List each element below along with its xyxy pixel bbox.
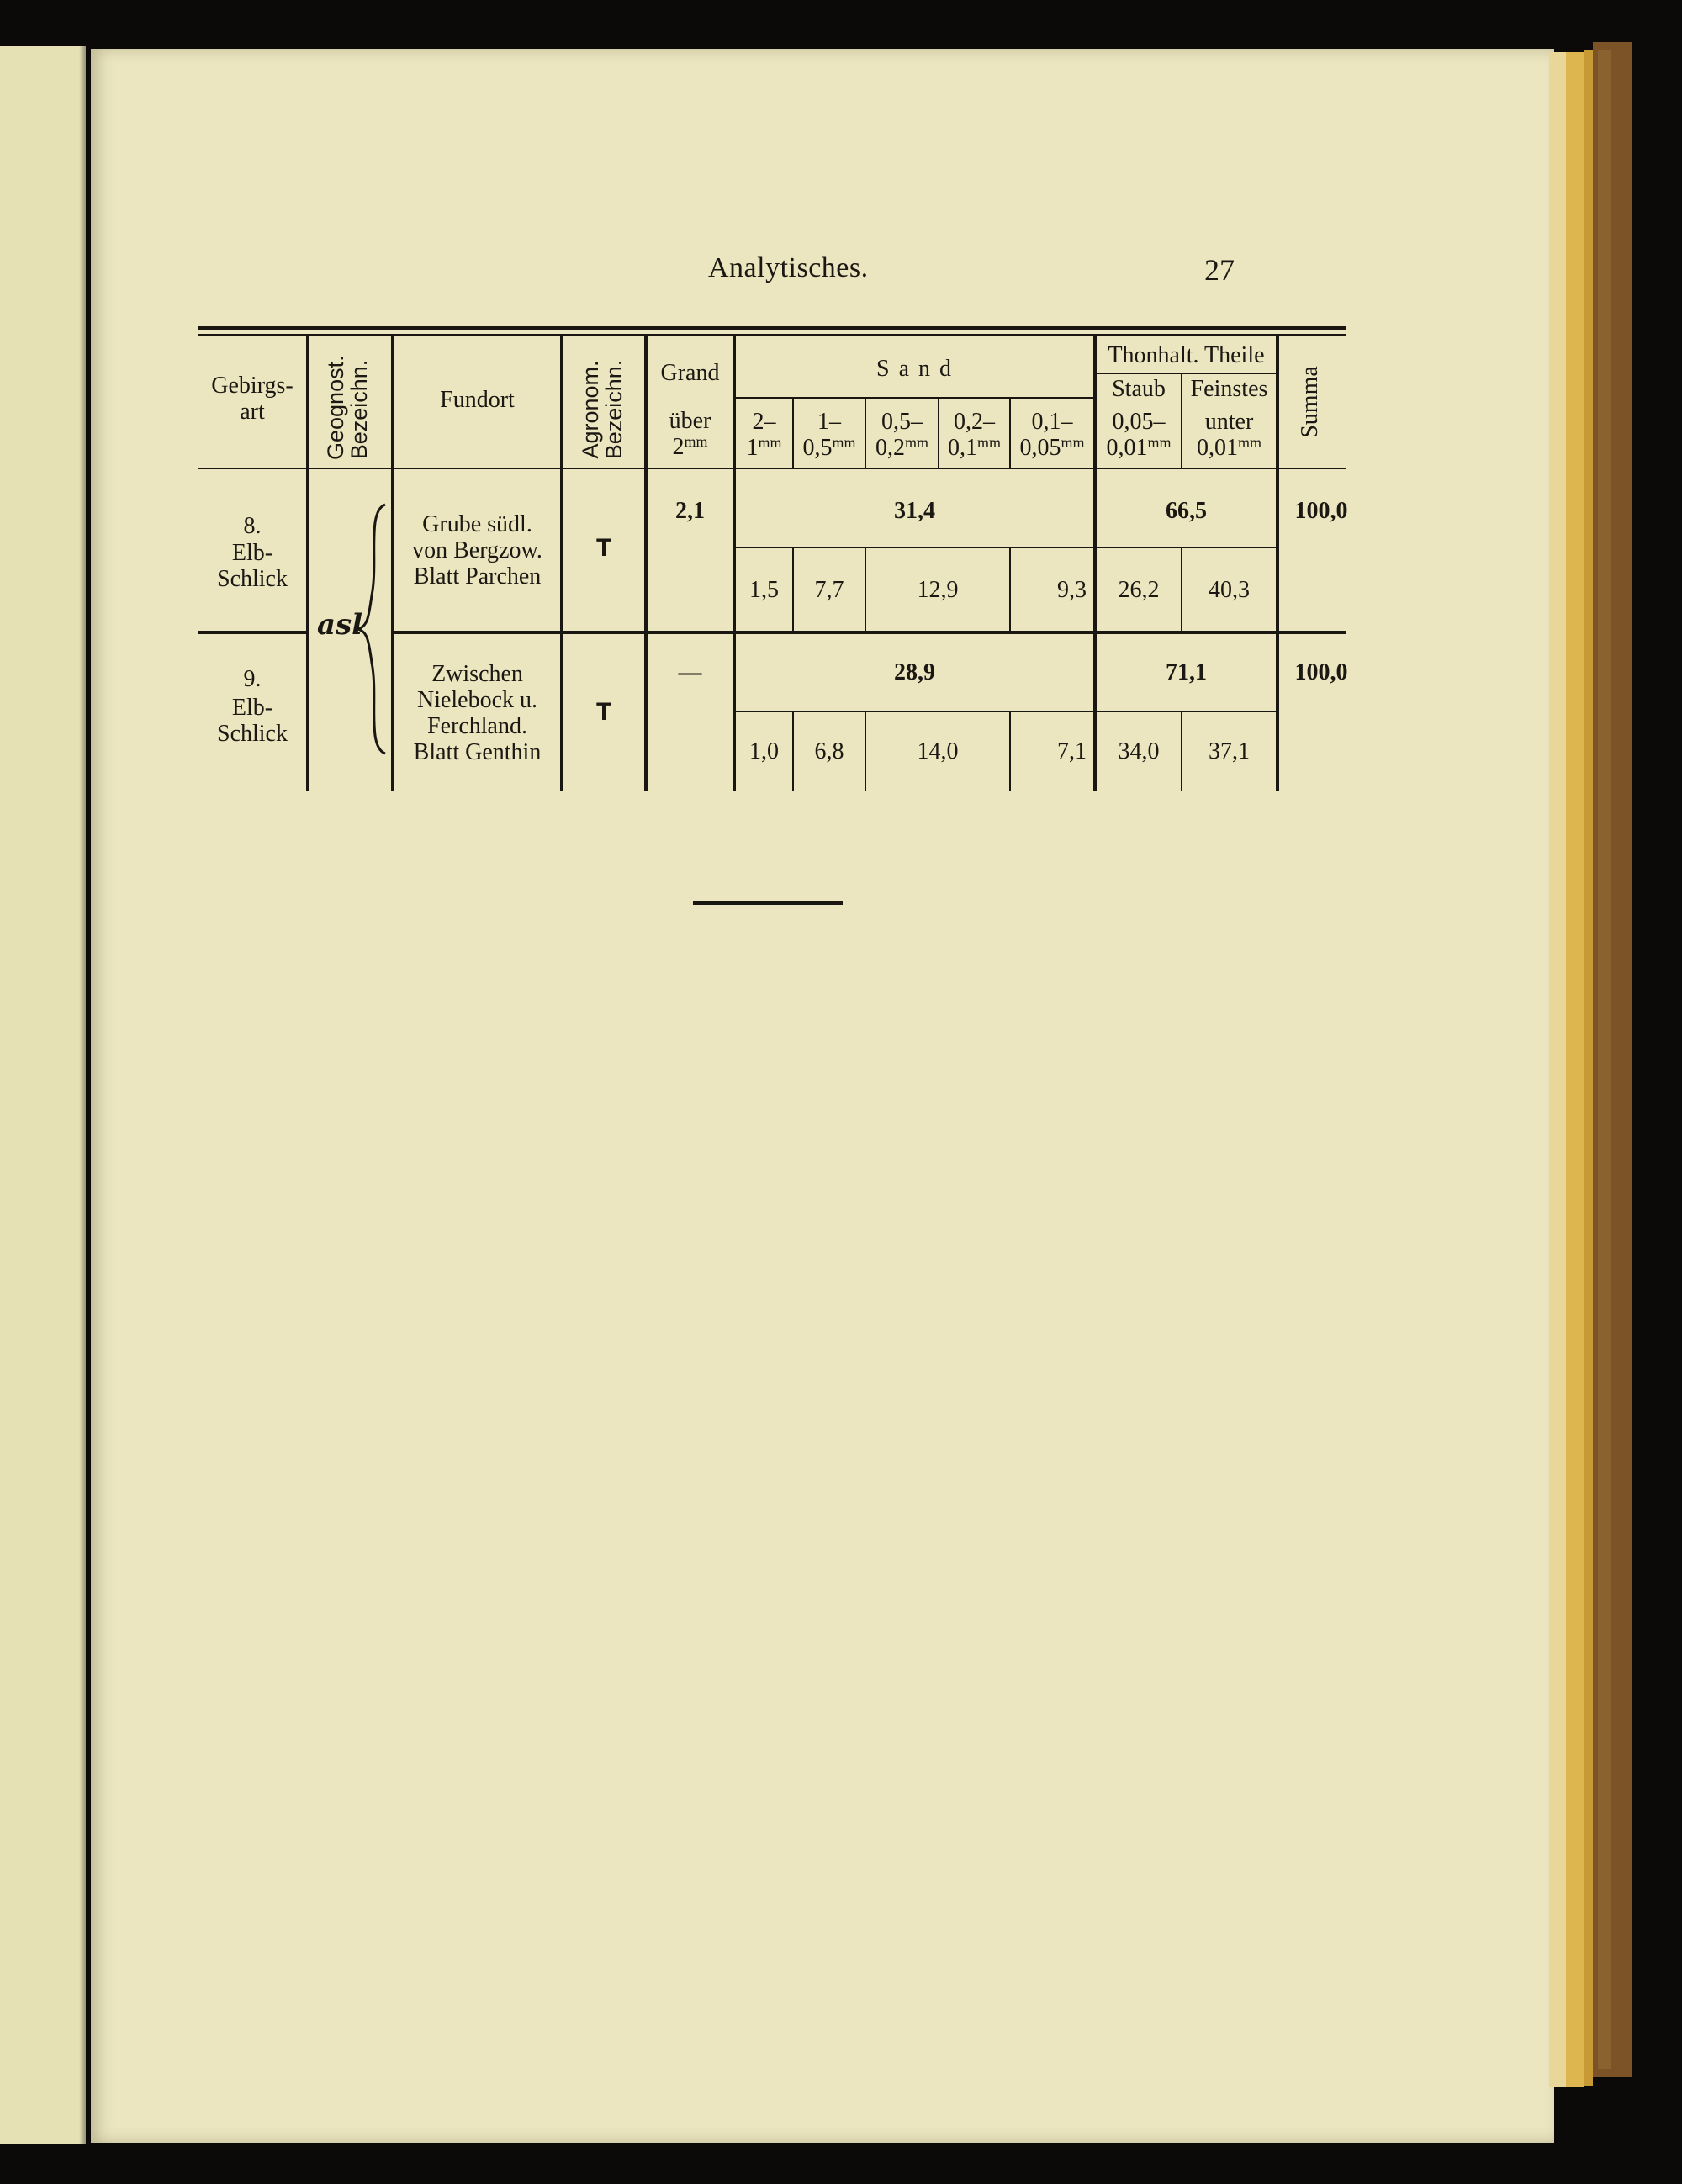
brace-icon (355, 503, 389, 755)
header-sand-col-3-text: 0,5– 0,2 (875, 409, 923, 461)
header-sand: S a n d (876, 356, 953, 382)
header-sand-col-2-text: 1– 0,5 (802, 409, 841, 461)
header-sand-col-4 (939, 409, 1009, 461)
header-gebirgsart: Gebirgs- art (211, 373, 294, 425)
header-staub: Staub (1112, 376, 1166, 402)
gutter-shadow (79, 46, 86, 2144)
header-feinstes-sub (1182, 409, 1276, 461)
running-head: Analytisches. (708, 252, 869, 283)
row-number: 8. (243, 513, 262, 539)
geognost-symbol: asl (317, 608, 363, 642)
row-grand: — (678, 659, 702, 685)
header-bottom-rule (198, 468, 1346, 469)
row-sand-total: 28,9 (894, 659, 935, 685)
table-vline (733, 336, 736, 791)
unit-mm: mm (904, 434, 928, 451)
header-sand-col-5 (1011, 409, 1093, 461)
row-sub-rule (736, 547, 1093, 548)
row-sand-total: 31,4 (894, 498, 935, 524)
row-feinstes: 37,1 (1209, 738, 1250, 764)
row-sub-rule (1097, 711, 1276, 712)
row-summa: 100,0 (1294, 659, 1348, 685)
row-feinstes: 40,3 (1209, 577, 1250, 603)
unit-mm: mm (758, 434, 782, 451)
row-art: Elb- Schlick (217, 540, 288, 592)
header-agronom: Agronom. Bezeichn. (578, 359, 627, 460)
page-stack-edge (1566, 52, 1584, 2087)
end-rule (693, 901, 843, 905)
row-grand: 2,1 (675, 498, 705, 524)
sand-header-rule (736, 397, 1093, 399)
row-sub-rule (736, 711, 1093, 712)
left-page-edge (0, 46, 86, 2144)
header-sand-col-5-text: 0,1– 0,05 (1019, 409, 1073, 461)
row-agronom: T (596, 698, 612, 726)
row-thon-total: 66,5 (1166, 498, 1207, 524)
header-geognost: Geognost. Bezeichn. (323, 355, 372, 460)
row-staub: 34,0 (1118, 738, 1160, 764)
row-separator (198, 631, 306, 634)
table-top-rule (198, 334, 1346, 336)
unit-mm: mm (976, 434, 1001, 451)
table-vline (1093, 336, 1097, 791)
book-cover-edge (1598, 50, 1611, 2069)
header-grand: Grand (660, 360, 720, 386)
header-thonhalt: Thonhalt. Theile (1108, 342, 1265, 368)
row-fundort: Grube südl. von Bergzow. Blatt Parchen (412, 511, 542, 590)
row-separator (394, 631, 1346, 634)
unit-mm: mm (832, 434, 856, 451)
row-sand-value: 1,0 (749, 738, 779, 764)
header-sand-col-4-text: 0,2– 0,1 (947, 409, 995, 461)
table-vline (306, 336, 309, 791)
header-sand-col-2 (794, 409, 865, 461)
table-vline (1276, 336, 1279, 791)
row-sand-value: 6,8 (814, 738, 844, 764)
row-summa: 100,0 (1294, 498, 1348, 524)
header-staub-sub (1097, 409, 1181, 461)
unit-mm: mm (684, 433, 708, 450)
row-sub-rule (1097, 547, 1276, 548)
page-stack-edge (1584, 50, 1593, 2086)
unit-mm: mm (1061, 434, 1085, 451)
unit-mm: mm (1147, 434, 1172, 451)
table-vline (560, 336, 563, 791)
header-sand-col-1 (736, 409, 792, 461)
table-vline (644, 336, 648, 791)
header-sand-col-3 (866, 409, 938, 461)
row-sand-value: 9,3 (1057, 577, 1087, 603)
thon-header-rule (1097, 373, 1276, 374)
header-summa: Summa (1297, 366, 1323, 438)
row-thon-total: 71,1 (1166, 659, 1207, 685)
header-staub-sub-text: 0,05– 0,01 (1106, 409, 1166, 461)
header-feinstes-sub-text: unter 0,01 (1196, 409, 1254, 461)
row-fundort: Zwischen Nielebock u. Ferchland. Blatt Genthin (413, 661, 542, 765)
header-grand-sub (648, 408, 733, 460)
table-top-rule (198, 326, 1346, 330)
page-number: 27 (1204, 253, 1235, 287)
row-sand-value: 14,0 (917, 738, 959, 764)
header-feinstes: Feinstes (1190, 376, 1268, 402)
row-agronom: T (596, 534, 612, 562)
row-sand-value: 7,7 (814, 577, 844, 603)
row-number: 9. (243, 666, 262, 692)
header-fundort: Fundort (440, 387, 515, 413)
page-stack-edge (1549, 52, 1566, 2087)
header-sand-col-1-text: 2– 1 (746, 409, 776, 461)
row-staub: 26,2 (1118, 577, 1160, 603)
unit-mm: mm (1237, 434, 1262, 451)
row-sand-value: 7,1 (1057, 738, 1087, 764)
row-sand-value: 1,5 (749, 577, 779, 603)
row-sand-value: 12,9 (917, 577, 959, 603)
row-art: Elb- Schlick (217, 695, 288, 747)
header-grand-sub-text: über 2 (669, 408, 711, 460)
